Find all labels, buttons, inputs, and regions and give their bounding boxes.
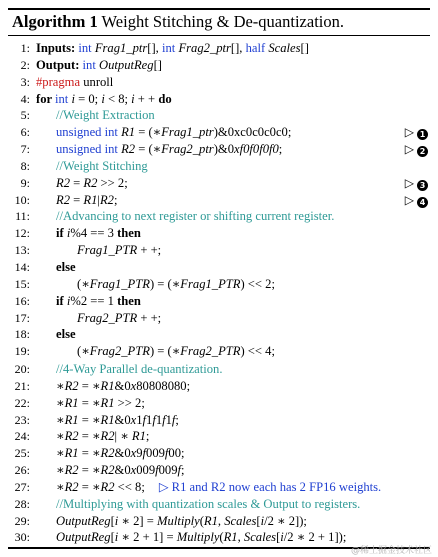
- code-token: (∗: [77, 344, 90, 359]
- code-token: R2: [64, 463, 79, 478]
- code-token: = 0;: [74, 91, 102, 106]
- line-number: 6:: [20, 125, 30, 140]
- code-text: [36, 74, 113, 91]
- header-rule: [8, 35, 430, 36]
- code-token: < 8;: [104, 91, 132, 106]
- code-token: ∗: [56, 446, 65, 461]
- code-token: int: [78, 41, 95, 55]
- code-text: [36, 361, 223, 378]
- code-token: >> 2;: [97, 175, 128, 190]
- code-token: i: [66, 293, 71, 308]
- code-token: Frag2_PTR: [89, 344, 150, 359]
- code-token: =: [70, 192, 84, 207]
- code-line: [8, 192, 430, 209]
- line-number: 26:: [14, 463, 30, 478]
- code-token: i: [114, 513, 119, 528]
- code-line: [8, 513, 430, 530]
- code-token: i: [260, 513, 265, 528]
- code-token: ∗: [56, 378, 65, 393]
- code-token: ∗: [56, 429, 65, 444]
- code-token: x: [130, 378, 137, 393]
- code-text: [36, 428, 149, 445]
- algorithm-title: Weight Stitching & De-quantization.: [101, 12, 344, 31]
- line-number: 5:: [20, 108, 30, 123]
- line-number: 3:: [20, 74, 30, 89]
- code-token: (∗: [77, 276, 90, 291]
- code-token: ∗: [56, 412, 65, 427]
- code-token: R1: [83, 192, 98, 207]
- code-text: [36, 107, 155, 124]
- code-token: )&0xc0c0c0c0;: [213, 125, 292, 140]
- code-token: f: [155, 463, 159, 478]
- code-token: (: [219, 530, 224, 545]
- code-token: 1: [146, 412, 153, 427]
- watermark: @稀土掘金技术社区: [350, 546, 432, 556]
- code-token: x: [130, 412, 137, 427]
- code-token: R2: [100, 429, 115, 444]
- code-token: #pragma: [36, 74, 84, 89]
- code-keyword: else: [56, 327, 76, 342]
- code-token: ) = (∗: [149, 344, 181, 359]
- code-comment: //Multiplying with quantization scales & Output to registers.: [56, 496, 361, 511]
- code-token: R1: [64, 412, 79, 427]
- step-number-badge: 3: [417, 180, 428, 191]
- line-number: 7:: [20, 142, 30, 157]
- code-token: R2: [100, 463, 115, 478]
- code-token: Scales: [243, 530, 277, 545]
- code-text: [36, 175, 128, 192]
- code-token: []: [153, 57, 162, 72]
- code-token: unroll: [83, 74, 114, 89]
- code-token: f: [164, 446, 169, 461]
- code-token: f: [177, 463, 181, 478]
- code-token: R2: [100, 446, 115, 461]
- code-token: [: [276, 530, 281, 545]
- code-token: 9: [136, 446, 143, 461]
- line-number: 8:: [20, 158, 30, 173]
- code-text: [36, 529, 346, 546]
- code-line: [8, 428, 430, 445]
- code-token: =: [70, 175, 84, 190]
- code-token: R2: [64, 479, 79, 494]
- code-token: %2 == 1: [70, 293, 118, 308]
- code-token: R2: [64, 429, 79, 444]
- step-marker: [405, 175, 428, 192]
- code-token: Frag1_PTR: [77, 243, 138, 258]
- line-number: 17:: [14, 310, 30, 325]
- code-token: /2 ∗ 2 + 1]);: [283, 530, 347, 545]
- code-token: i: [101, 91, 105, 106]
- line-number: 11:: [15, 209, 30, 224]
- code-token: ;: [175, 412, 179, 427]
- code-line: [8, 107, 430, 124]
- code-token: &0: [114, 446, 131, 461]
- code-line: [8, 208, 430, 225]
- code-token: R2: [99, 192, 114, 207]
- line-number: 13:: [14, 243, 30, 258]
- code-token: int: [82, 57, 99, 72]
- code-text: [36, 141, 282, 158]
- code-keyword: Output:: [36, 57, 83, 72]
- code-keyword: then: [117, 226, 141, 241]
- code-token: /2 ∗ 2]);: [264, 513, 307, 528]
- code-token: 1: [155, 412, 163, 427]
- triangle-icon: ▷: [404, 125, 417, 140]
- code-token: Frag2_PTR: [180, 344, 241, 359]
- code-token: Frag1_ptr: [161, 125, 214, 140]
- line-number: 28:: [14, 496, 30, 511]
- code-token: Frag2_PTR: [77, 310, 138, 325]
- code-token: + +: [134, 91, 159, 106]
- code-text: [36, 208, 334, 225]
- step-marker: [405, 192, 428, 209]
- code-token: 80808080;: [136, 378, 191, 393]
- code-line: [8, 412, 430, 429]
- code-text: [36, 462, 185, 479]
- code-text: [36, 242, 161, 259]
- code-token: R1: [64, 395, 79, 410]
- code-token: + +;: [137, 243, 162, 258]
- code-line: [8, 293, 430, 310]
- code-token: [: [256, 513, 261, 528]
- line-number: 19:: [14, 344, 30, 359]
- code-token: R1: [223, 530, 238, 545]
- code-line: [8, 158, 430, 175]
- code-token: ,: [217, 513, 225, 528]
- code-token: int: [161, 41, 179, 55]
- code-keyword: for: [36, 91, 56, 106]
- code-token: R2: [100, 479, 115, 494]
- code-line: [8, 40, 430, 57]
- code-token: R1: [203, 513, 218, 528]
- code-token: R2: [121, 142, 136, 157]
- code-keyword: if: [56, 226, 67, 241]
- code-token: 00;: [168, 446, 185, 461]
- code-token: Multiply: [176, 530, 220, 545]
- code-token: = ∗: [78, 479, 101, 494]
- code-line: [8, 57, 430, 74]
- code-token: x: [130, 463, 137, 478]
- code-token: &0: [114, 378, 131, 393]
- code-token: ∗: [56, 479, 65, 494]
- code-text: [36, 395, 145, 412]
- code-token: f: [142, 446, 147, 461]
- line-number: 18:: [14, 327, 30, 342]
- line-number: 22:: [14, 395, 30, 410]
- code-line: [8, 276, 430, 293]
- code-line: [8, 445, 430, 462]
- code-text: [36, 412, 179, 429]
- code-token: ) << 2;: [240, 276, 275, 291]
- code-comment: //Advancing to next register or shifting current register.: [56, 209, 335, 224]
- code-text: [36, 496, 360, 513]
- step-number-badge: 1: [417, 129, 428, 140]
- code-token: i: [280, 530, 284, 545]
- code-line: [8, 91, 430, 108]
- code-line: [8, 326, 430, 343]
- code-token: (: [199, 513, 204, 528]
- code-line: [8, 378, 430, 395]
- code-text: [36, 57, 162, 74]
- code-token: | ∗: [114, 429, 132, 444]
- code-keyword: else: [56, 259, 76, 274]
- code-token: OutputReg: [56, 530, 111, 545]
- code-token: )&0: [213, 142, 235, 157]
- code-token: Scales: [268, 41, 301, 55]
- code-token: Multiply: [157, 513, 200, 528]
- line-number: 12:: [14, 226, 30, 241]
- code-token: ) << 4;: [240, 344, 275, 359]
- code-token: Frag1_PTR: [180, 276, 241, 291]
- code-token: []: [300, 41, 309, 55]
- code-text: [36, 40, 309, 57]
- code-token: f: [142, 412, 147, 427]
- code-keyword: then: [117, 293, 141, 308]
- code-text: [36, 513, 307, 530]
- code-token: [: [110, 513, 115, 528]
- code-line: [8, 479, 430, 496]
- code-line: [8, 225, 430, 242]
- line-number: 2:: [20, 57, 30, 72]
- code-line: [8, 310, 430, 327]
- code-token: ∗: [56, 395, 65, 410]
- code-token: 1: [136, 412, 143, 427]
- code-token: ∗ 2] =: [118, 513, 158, 528]
- code-token: Frag1_ptr: [94, 41, 148, 55]
- code-token: x: [130, 446, 137, 461]
- code-token: i: [66, 226, 71, 241]
- code-token: ,: [237, 530, 244, 545]
- code-token: R1: [100, 412, 115, 427]
- code-token: OutputReg: [99, 57, 154, 72]
- code-token: f: [171, 412, 176, 427]
- code-token: unsigned int: [56, 125, 122, 140]
- line-number: 1:: [20, 41, 30, 55]
- code-token: 009: [158, 463, 178, 478]
- code-token: = (∗: [135, 142, 162, 157]
- line-number: 25:: [14, 446, 30, 461]
- code-text: [36, 192, 117, 209]
- code-line: [8, 462, 430, 479]
- line-number: 21:: [14, 378, 30, 393]
- top-rule: [8, 8, 430, 10]
- line-number: 16:: [14, 293, 30, 308]
- code-text: [36, 276, 275, 293]
- code-token: |: [97, 192, 100, 207]
- code-line: [8, 496, 430, 513]
- line-number: 4:: [20, 91, 30, 106]
- line-number: 30:: [14, 530, 30, 545]
- code-text: [36, 225, 141, 242]
- line-number: 27:: [14, 479, 30, 494]
- code-token: f: [152, 412, 156, 427]
- code-text: [36, 479, 381, 496]
- code-lines: [8, 40, 430, 545]
- code-token: R1: [131, 429, 146, 444]
- code-keyword: do: [158, 91, 172, 106]
- code-text: [36, 445, 185, 462]
- code-comment: //Weight Extraction: [56, 108, 155, 123]
- step-marker: [405, 141, 428, 158]
- line-number: 20:: [14, 362, 30, 377]
- algorithm-header: [12, 11, 344, 33]
- step-number-badge: 2: [417, 146, 428, 157]
- code-line: [8, 124, 430, 141]
- code-text: [36, 293, 141, 310]
- code-token: 1: [165, 412, 172, 427]
- code-token: Frag1_PTR: [89, 276, 150, 291]
- code-line: [8, 242, 430, 259]
- code-token: ;: [278, 142, 283, 157]
- line-number: 9:: [20, 175, 30, 190]
- code-token: Scales: [224, 513, 257, 528]
- code-token: R2: [56, 192, 70, 207]
- code-token: f: [162, 412, 166, 427]
- code-token: 009: [136, 463, 156, 478]
- code-token: unsigned int: [56, 142, 122, 157]
- code-token: ;: [181, 463, 185, 478]
- code-keyword: Inputs:: [36, 41, 79, 55]
- code-token: >> 2;: [114, 395, 145, 410]
- code-token: R2: [64, 378, 79, 393]
- code-token: = ∗: [78, 429, 101, 444]
- code-line: [8, 141, 430, 158]
- line-number: 23:: [14, 412, 30, 427]
- code-text: [36, 326, 76, 343]
- line-number: 15:: [14, 276, 30, 291]
- code-comment: //4-Way Parallel de-quantization.: [56, 362, 223, 377]
- code-token: &0: [114, 463, 131, 478]
- code-text: [36, 91, 172, 108]
- code-token: xf0f0f0f0: [234, 142, 279, 157]
- code-token: [: [110, 530, 115, 545]
- code-token: OutputReg: [56, 513, 111, 528]
- code-token: = ∗: [78, 463, 101, 478]
- code-comment: //Weight Stitching: [56, 158, 148, 173]
- code-line: [8, 361, 430, 378]
- code-token: %4 == 3: [70, 226, 118, 241]
- line-number: 14:: [14, 259, 30, 274]
- code-text: [36, 343, 275, 360]
- code-token: i: [131, 91, 135, 106]
- code-token: << 8;: [114, 479, 145, 494]
- code-token: Frag2_ptr: [178, 41, 231, 55]
- code-line: [8, 259, 430, 276]
- triangle-icon: ▷: [404, 142, 417, 157]
- code-token: &0: [114, 412, 131, 427]
- code-token: + +;: [137, 310, 162, 325]
- triangle-icon: ▷: [404, 175, 417, 190]
- code-line: [8, 395, 430, 412]
- code-token: R2: [83, 175, 98, 190]
- code-keyword: if: [56, 293, 67, 308]
- code-token: = ∗: [78, 412, 101, 427]
- line-number: 29:: [14, 513, 30, 528]
- code-token: i: [114, 530, 119, 545]
- code-token: half: [245, 41, 269, 55]
- line-annotation: ▷ R1 and R2 now each has 2 FP16 weights.: [158, 479, 382, 494]
- code-text: [36, 158, 148, 175]
- code-token: R1: [100, 378, 115, 393]
- code-token: = ∗: [78, 395, 101, 410]
- code-token: ∗ 2 + 1] =: [118, 530, 177, 545]
- code-line: [8, 74, 430, 91]
- code-line: [8, 175, 430, 192]
- code-token: = ∗: [78, 446, 101, 461]
- line-number: 10:: [14, 192, 30, 207]
- line-number: 24:: [14, 429, 30, 444]
- code-token: [],: [230, 41, 246, 55]
- code-token: ;: [145, 429, 150, 444]
- code-token: ;: [113, 192, 118, 207]
- code-token: ) = (∗: [149, 276, 181, 291]
- code-token: Frag2_ptr: [161, 142, 214, 157]
- code-text: [36, 259, 76, 276]
- code-text: [36, 378, 190, 395]
- code-token: = (∗: [135, 125, 162, 140]
- code-token: 009: [146, 446, 165, 461]
- algorithm-label: Algorithm 1: [12, 12, 98, 31]
- code-token: R1: [121, 125, 136, 140]
- code-token: int: [55, 91, 72, 106]
- step-number-badge: 4: [417, 197, 428, 208]
- code-line: [8, 343, 430, 360]
- code-token: = ∗: [78, 378, 101, 393]
- triangle-icon: ▷: [404, 192, 417, 207]
- code-token: ∗: [56, 463, 65, 478]
- code-text: [36, 310, 161, 327]
- code-token: R2: [56, 175, 70, 190]
- code-token: i: [71, 91, 75, 106]
- code-text: [36, 124, 291, 141]
- step-marker: [405, 124, 428, 141]
- code-token: R1: [64, 446, 79, 461]
- code-token: R1: [100, 395, 115, 410]
- code-token: [],: [147, 41, 162, 55]
